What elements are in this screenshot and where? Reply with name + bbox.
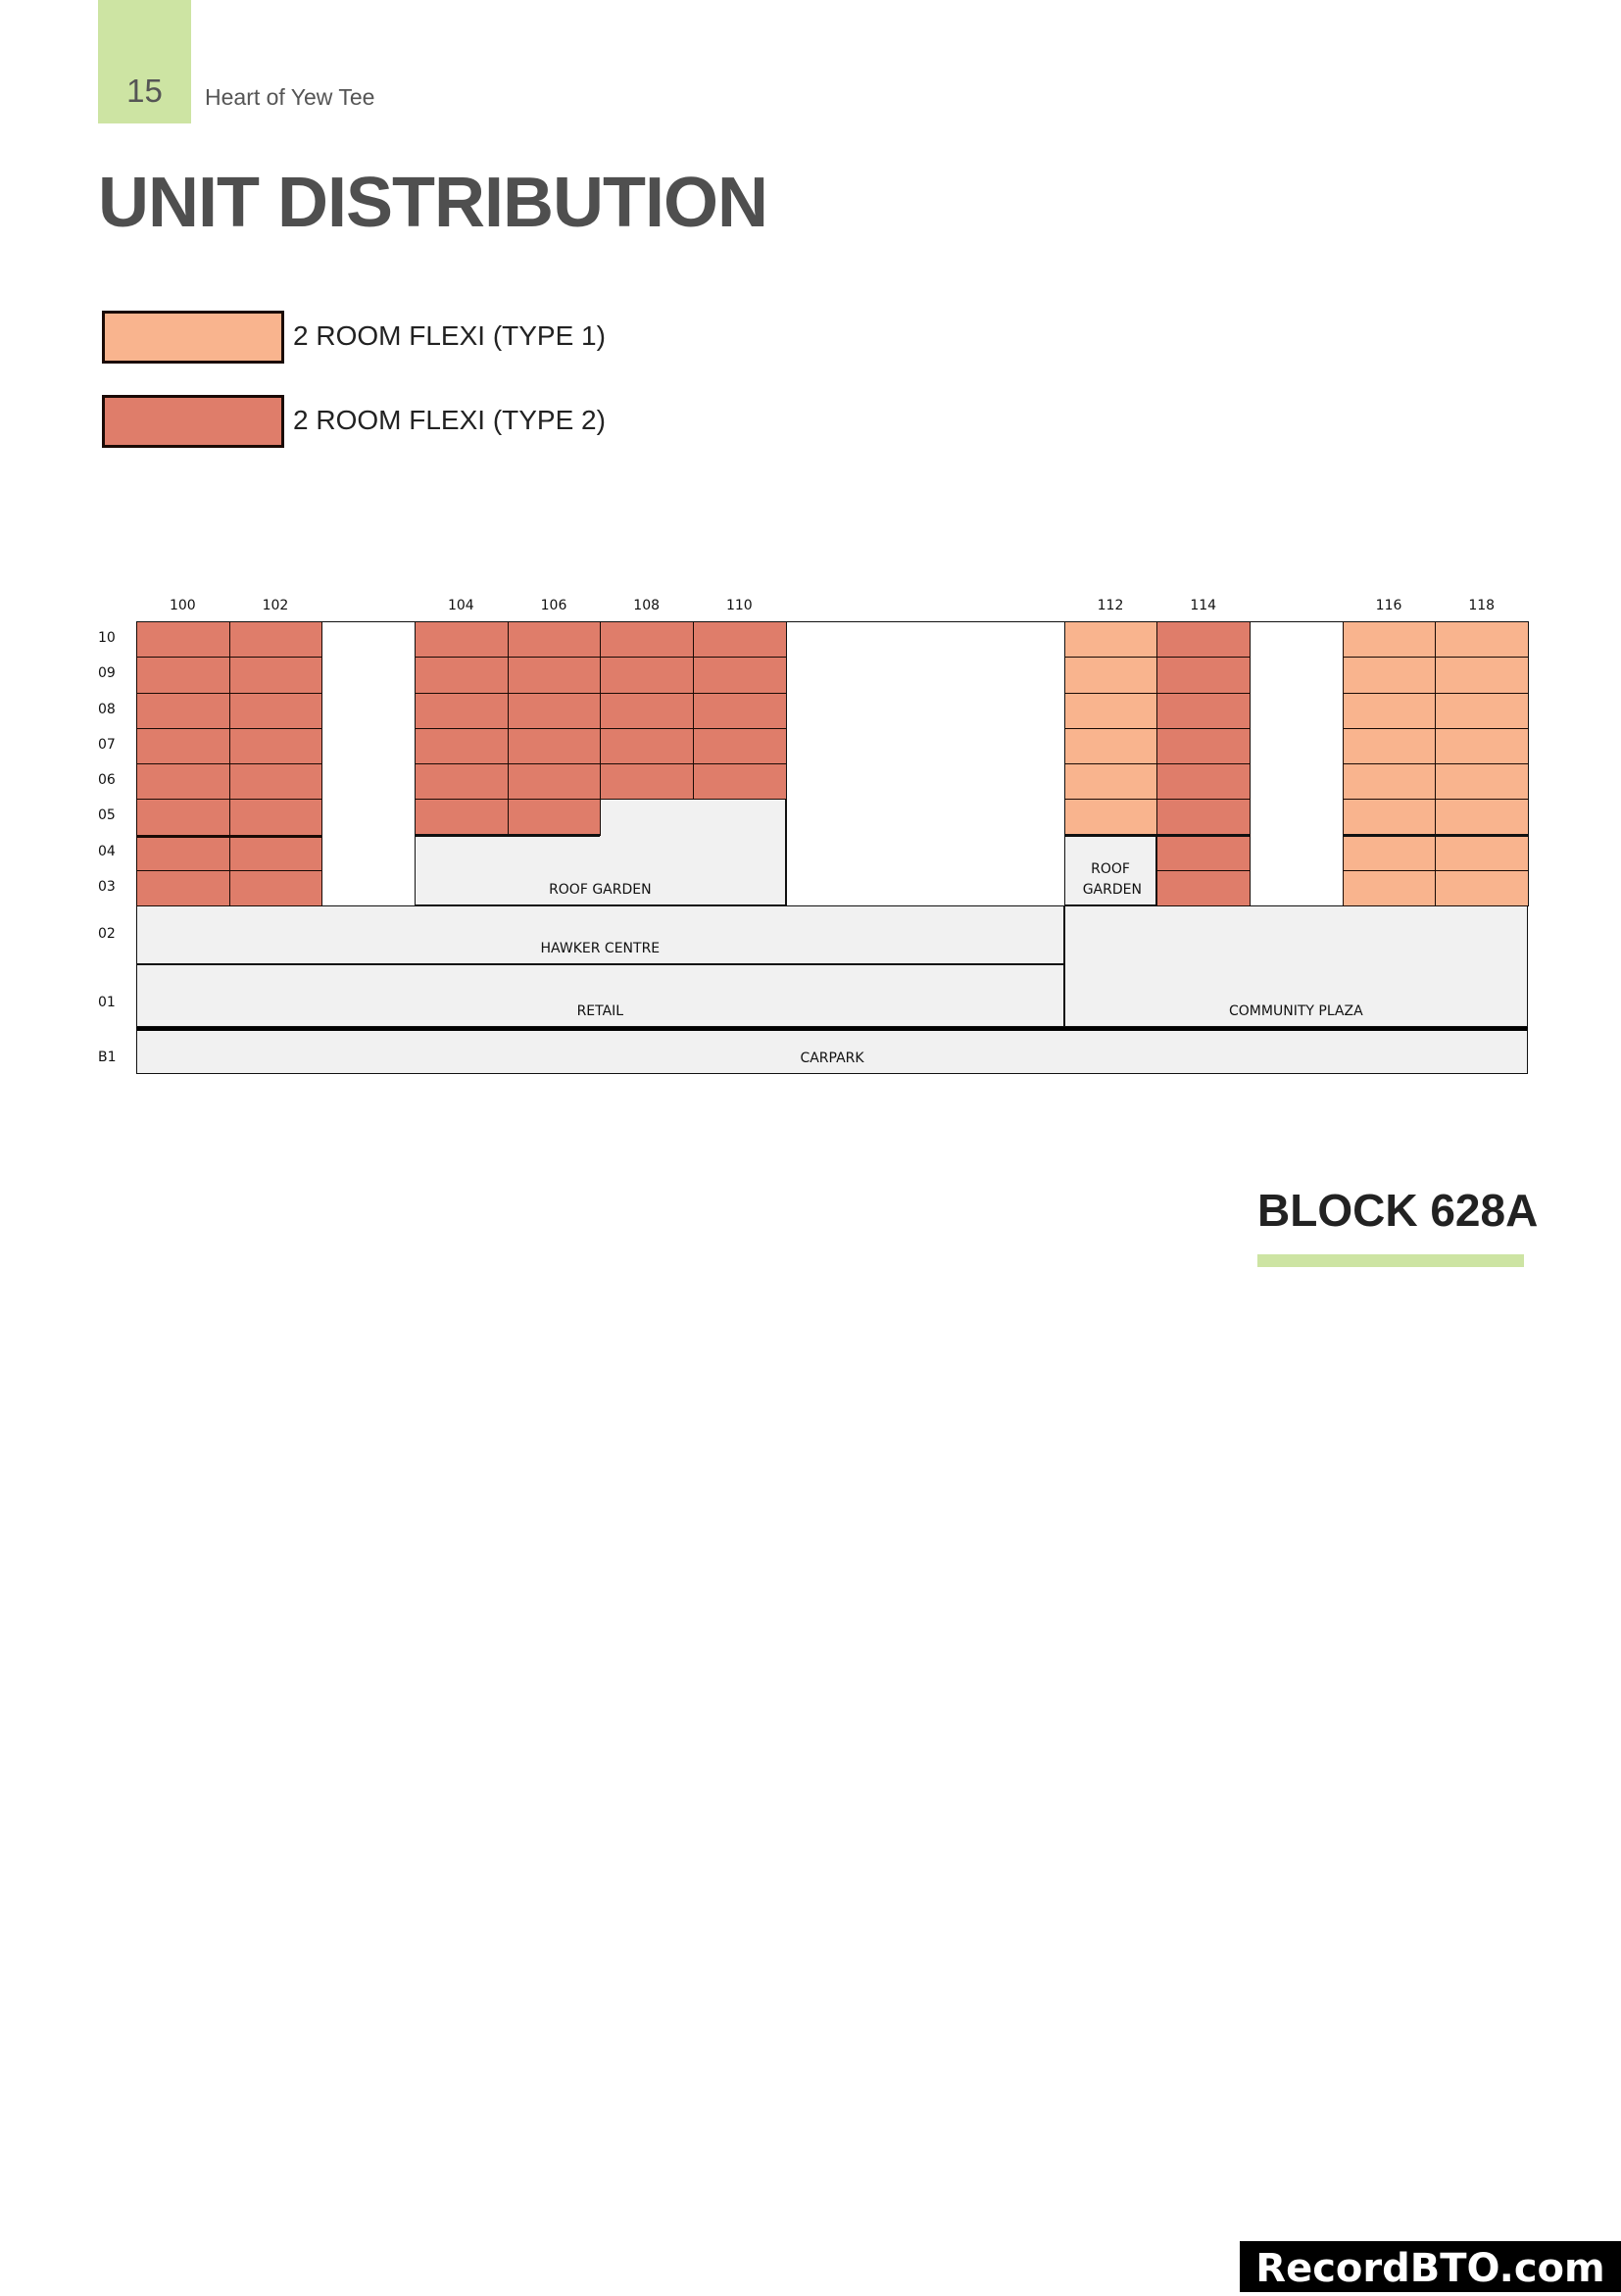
floor-label-04: 04	[98, 843, 116, 859]
unit-06-108	[600, 763, 694, 800]
unit-10-100	[136, 621, 230, 658]
column-label-116: 116	[1375, 598, 1402, 613]
unit-07-116	[1343, 728, 1437, 764]
unit-05-116	[1343, 799, 1437, 835]
document-subtitle: Heart of Yew Tee	[205, 84, 375, 110]
unit-10-116	[1343, 621, 1437, 658]
unit-04-100	[136, 835, 230, 871]
unit-04-116	[1343, 835, 1437, 871]
unit-09-114	[1156, 657, 1251, 693]
unit-06-118	[1435, 763, 1529, 800]
column-label-108: 108	[633, 598, 661, 613]
unit-07-110	[693, 728, 787, 764]
floor-label-B1: B1	[98, 1050, 117, 1065]
unit-10-110	[693, 621, 787, 658]
unit-07-106	[508, 728, 602, 764]
unit-10-118	[1435, 621, 1529, 658]
floor-label-08: 08	[98, 701, 116, 717]
area-label: ROOF GARDEN	[549, 882, 652, 898]
area-label: COMMUNITY PLAZA	[1229, 1003, 1363, 1019]
unit-10-108	[600, 621, 694, 658]
area-hawker-centre	[136, 905, 1064, 964]
grid-divider	[415, 621, 416, 905]
unit-10-112	[1064, 621, 1158, 658]
unit-05-114	[1156, 799, 1251, 835]
unit-10-102	[229, 621, 323, 658]
floor-label-03: 03	[98, 878, 116, 895]
grid-divider	[1064, 621, 1065, 905]
legend-swatch-type-1	[102, 311, 284, 364]
page-title: UNIT DISTRIBUTION	[98, 164, 767, 242]
area-community-plaza	[1064, 905, 1528, 1027]
unit-10-104	[415, 621, 509, 658]
unit-06-102	[229, 763, 323, 800]
unit-08-100	[136, 693, 230, 729]
unit-07-100	[136, 728, 230, 764]
floor-label-07: 07	[98, 736, 116, 753]
unit-06-112	[1064, 763, 1158, 800]
unit-07-112	[1064, 728, 1158, 764]
unit-08-118	[1435, 693, 1529, 729]
column-label-114: 114	[1190, 598, 1217, 613]
unit-09-110	[693, 657, 787, 693]
legend-label: 2 ROOM FLEXI (TYPE 2)	[293, 405, 606, 435]
grid-top-border	[136, 621, 1528, 622]
unit-10-106	[508, 621, 602, 658]
unit-09-112	[1064, 657, 1158, 693]
unit-07-104	[415, 728, 509, 764]
unit-06-116	[1343, 763, 1437, 800]
unit-05-104	[415, 799, 509, 835]
column-label-112: 112	[1097, 598, 1124, 613]
unit-09-104	[415, 657, 509, 693]
unit-05-100	[136, 799, 230, 835]
column-label-104: 104	[447, 598, 474, 613]
watermark: RecordBTO.com	[1240, 2241, 1621, 2292]
unit-06-110	[693, 763, 787, 800]
unit-08-102	[229, 693, 323, 729]
floor-label-05: 05	[98, 807, 116, 824]
unit-06-100	[136, 763, 230, 800]
unit-09-102	[229, 657, 323, 693]
unit-08-108	[600, 693, 694, 729]
unit-04-114	[1156, 835, 1251, 871]
unit-06-104	[415, 763, 509, 800]
area-carpark	[136, 1027, 1528, 1074]
unit-08-110	[693, 693, 787, 729]
unit-06-106	[508, 763, 602, 800]
ledge-line	[415, 834, 600, 837]
legend-swatch-type-2	[102, 395, 284, 448]
area-label: HAWKER CENTRE	[540, 941, 661, 956]
grid-divider	[786, 621, 787, 905]
column-label-100: 100	[169, 598, 196, 613]
unit-08-104	[415, 693, 509, 729]
unit-05-102	[229, 799, 323, 835]
unit-10-114	[1156, 621, 1251, 658]
unit-03-114	[1156, 870, 1251, 906]
unit-05-112	[1064, 799, 1158, 835]
unit-07-102	[229, 728, 323, 764]
unit-03-116	[1343, 870, 1437, 906]
floor-label-02: 02	[98, 926, 116, 942]
area-roof-garden-2	[1064, 835, 1157, 906]
unit-07-108	[600, 728, 694, 764]
column-label-106: 106	[540, 598, 567, 613]
unit-08-106	[508, 693, 602, 729]
page-number: 15	[126, 73, 163, 109]
unit-09-118	[1435, 657, 1529, 693]
column-label-118: 118	[1468, 598, 1496, 613]
ledge-line	[1064, 834, 1250, 837]
unit-05-118	[1435, 799, 1529, 835]
area-label: ROOF GARDEN	[1082, 861, 1142, 898]
unit-04-102	[229, 835, 323, 871]
ledge-line	[1343, 834, 1528, 837]
column-label-102: 102	[262, 598, 289, 613]
unit-09-108	[600, 657, 694, 693]
floor-label-06: 06	[98, 772, 116, 789]
area-roof-garden-upper	[600, 799, 785, 836]
legend-label: 2 ROOM FLEXI (TYPE 1)	[293, 320, 606, 351]
column-label-110: 110	[725, 598, 753, 613]
floor-label-09: 09	[98, 665, 116, 682]
unit-03-102	[229, 870, 323, 906]
area-label: RETAIL	[576, 1003, 624, 1019]
area-label: CARPARK	[800, 1050, 864, 1066]
area-retail	[136, 964, 1064, 1027]
area-roof-garden-1	[415, 835, 786, 906]
block-title: BLOCK 628A	[1257, 1185, 1539, 1236]
grid-divider	[1528, 621, 1529, 905]
unit-03-118	[1435, 870, 1529, 906]
unit-05-106	[508, 799, 602, 835]
floor-label-10: 10	[98, 630, 116, 647]
unit-08-114	[1156, 693, 1251, 729]
unit-06-114	[1156, 763, 1251, 800]
unit-03-100	[136, 870, 230, 906]
unit-07-114	[1156, 728, 1251, 764]
unit-09-100	[136, 657, 230, 693]
unit-09-106	[508, 657, 602, 693]
block-accent-bar	[1257, 1254, 1524, 1267]
unit-08-112	[1064, 693, 1158, 729]
floor-label-01: 01	[98, 995, 116, 1010]
unit-08-116	[1343, 693, 1437, 729]
unit-04-118	[1435, 835, 1529, 871]
unit-07-118	[1435, 728, 1529, 764]
unit-09-116	[1343, 657, 1437, 693]
